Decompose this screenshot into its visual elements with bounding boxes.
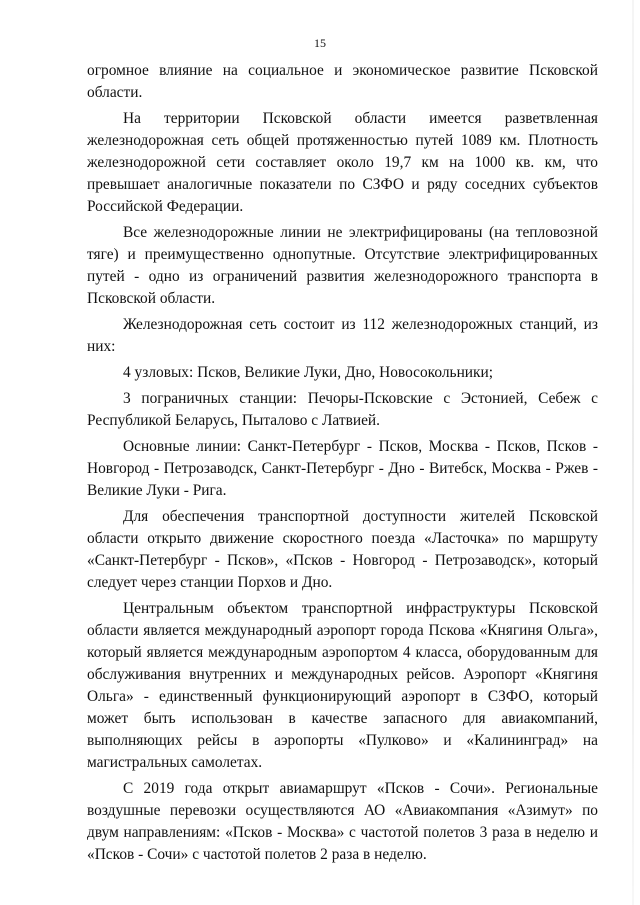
paragraph-stations-count: Железнодорожная сеть состоит из 112 железнодорожных станций, из них: [87,316,598,355]
paragraph-continuation: огромное влияние на социальное и экономическое развитие Псковской области. [87,62,598,101]
page-number: 15 [314,36,326,50]
scan-edge-shadow [632,0,634,905]
paragraph-electrification: Все железнодорожные линии не электрифицированы (на тепловозной тяге) и преимущественно однопутные. Отсутствие электрифицированных путей - одно из ограничений развития железнодорожного транспорта в Псковской области. [87,224,598,307]
paragraph-air-routes: С 2019 года открыт авиамаршрут «Псков - Сочи». Региональные воздушные перевозки осуществляются АО «Авиакомпания «Азимут» по двум направлениям: «Псков - Москва» с частотой полетов 3 раза в неделю и «Псков - Сочи» с частотой полетов 2 раза в неделю. [87,780,598,863]
document-body [87,60,598,870]
paragraph-airport: Центральным объектом транспортной инфраструктуры Псковской области является международный аэропорт города Пскова «Княгиня Ольга», который является международным аэропортом 4 класса, оборудованным для обслуживания внутренних и международных рейсов. Аэропорт «Княгиня Ольга» - единственный функционирующий аэропорт в СЗФО, который может быть использован в качестве запасного для авиакомпаний, выполняющих рейсы в аэропорты «Пулково» и «Калининград» на магистральных самолетах. [87,600,598,771]
paragraph-lastochka-train: Для обеспечения транспортной доступности жителей Псковской области открыто движение скоростного поезда «Ласточка» по маршруту «Санкт-Петербург - Псков», «Псков - Новгород - Петрозаводск», который следует через станции Порхов и Дно. [87,508,598,591]
paragraph-junction-stations: 4 узловых: Псков, Великие Луки, Дно, Новосокольники; [123,364,494,381]
paragraph-main-lines: Основные линии: Санкт-Петербург - Псков, Москва - Псков, Псков - Новгород - Петрозаводск, Санкт-Петербург - Дно - Витебск, Москва - Ржев - Великие Луки - Рига. [87,438,598,499]
paragraph-railway-network: На территории Псковской области имеется разветвленная железнодорожная сеть общей протяженностью путей 1089 км. Плотность железнодорожной сети составляет около 19,7 км на 1000 кв. км, что превышает аналогичные показатели по СЗФО и ряду соседних субъектов Российской Федерации. [87,110,598,215]
paragraph-border-stations: 3 пограничных станции: Печоры-Псковские с Эстонией, Себеж с Республикой Беларусь, Пыталово с Латвией. [87,390,598,429]
